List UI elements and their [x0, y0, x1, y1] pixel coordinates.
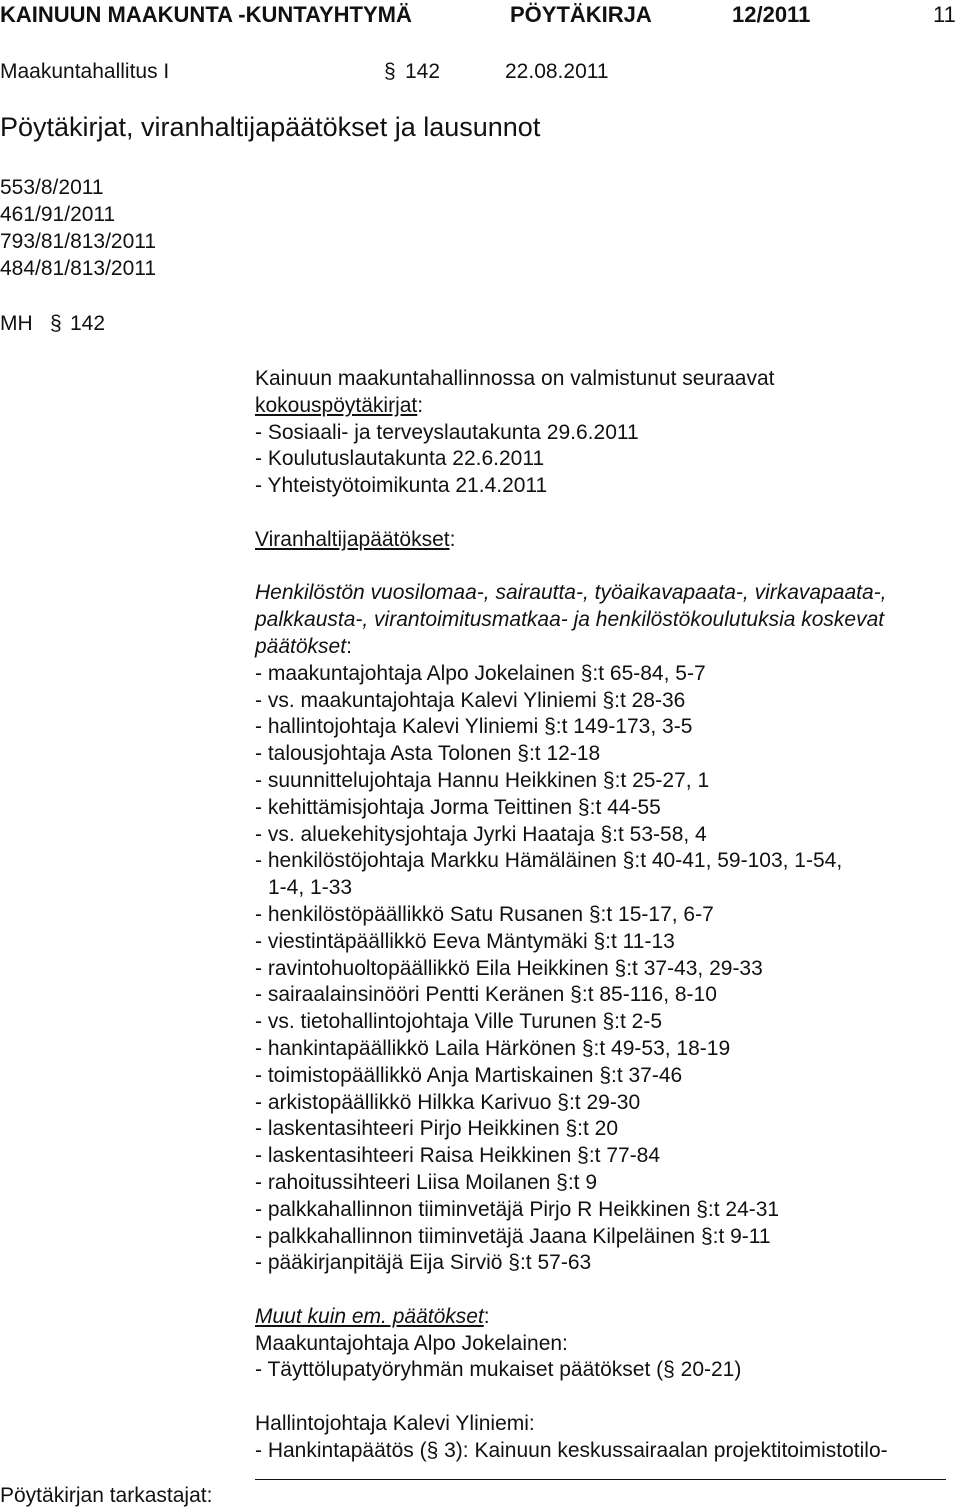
decision-item: - maakuntajohtaja Alpo Jokelainen §:t 65-84, 5-7 — [255, 661, 706, 685]
page-number: 11 — [933, 2, 956, 27]
document-number: 12/2011 — [732, 2, 811, 27]
decisions-heading: Viranhaltijapäätökset — [255, 527, 450, 551]
other-heading-line — [255, 1304, 955, 1331]
decision-item: - henkilöstöpäällikkö Satu Rusanen §:t 15-17, 6-7 — [255, 902, 714, 926]
decision-item: - kehittämisjohtaja Jorma Teittinen §:t 44-55 — [255, 795, 661, 819]
colon: : — [346, 634, 352, 658]
reference-number: 461/91/2011 — [0, 203, 116, 226]
colon: : — [449, 527, 456, 551]
decision-item: - vs. maakuntajohtaja Kalevi Yliniemi §:t 28-36 — [255, 688, 686, 712]
other-item: - Hankintapäätös (§ 3): Kainuun keskussairaalan projektitoimistotilo- — [255, 1438, 888, 1462]
colon: : — [417, 393, 424, 417]
section-title: Pöytäkirjat, viranhaltijapäätökset ja lausunnot — [0, 112, 541, 142]
other-person: Maakuntajohtaja Alpo Jokelainen: — [255, 1331, 568, 1355]
decision-item: - toimistopäällikkö Anja Martiskainen §:t 37-46 — [255, 1063, 683, 1087]
mh-number: 142 — [70, 312, 106, 335]
decision-item: - vs. tietohallintojohtaja Ville Turunen §:t 2-5 — [255, 1010, 663, 1034]
document-type: PÖYTÄKIRJA — [510, 2, 652, 27]
reference-number: 484/81/813/2011 — [0, 257, 157, 280]
decision-item: - laskentasihteeri Pirjo Heikkinen §:t 20 — [255, 1117, 619, 1141]
inspectors-label: Pöytäkirjan tarkastajat: — [0, 1484, 213, 1507]
decision-item: - hankintapäällikkö Laila Härkönen §:t 49-53, 18-19 — [255, 1036, 731, 1060]
minutes-item: - Koulutuslautakunta 22.6.2011 — [255, 447, 545, 471]
decision-item: - ravintohuoltopäällikkö Eila Heikkinen §:t 37-43, 29-33 — [255, 956, 763, 980]
decision-item: - viestintäpäällikkö Eeva Mäntymäki §:t 11-13 — [255, 929, 675, 953]
decision-item: - palkkahallinnon tiiminvetäjä Pirjo R Heikkinen §:t 24-31 — [255, 1197, 780, 1221]
organization-name: KAINUUN MAAKUNTA -KUNTAYHTYMÄ — [0, 2, 412, 27]
minutes-label: kokouspöytäkirjat — [255, 393, 418, 417]
decision-item: - talousjohtaja Asta Tolonen §:t 12-18 — [255, 742, 601, 766]
decision-item: - suunnittelujohtaja Hannu Heikkinen §:t 25-27, 1 — [255, 768, 710, 792]
minutes-item: - Sosiaali- ja terveyslautakunta 29.6.2011 — [255, 420, 639, 444]
decisions-intro-line: Henkilöstön vuosilomaa-, sairautta-, työaikavapaata-, virkavapaata-, — [255, 581, 887, 605]
decision-item: - vs. aluekehitysjohtaja Jyrki Haataja §:t 53-58, 4 — [255, 822, 707, 846]
mh-label: MH — [0, 312, 33, 335]
decision-item: - hallintojohtaja Kalevi Yliniemi §:t 149-173, 3-5 — [255, 715, 693, 739]
section-sign: § — [384, 60, 396, 83]
reference-number: 553/8/2011 — [0, 176, 104, 199]
decision-item: - rahoitussihteeri Liisa Moilanen §:t 9 — [255, 1170, 598, 1194]
governing-body: Maakuntahallitus I — [0, 60, 170, 83]
signature-divider — [255, 1479, 946, 1480]
minutes-label-line — [255, 393, 955, 420]
section-sign: § — [50, 312, 62, 335]
meeting-date: 22.08.2011 — [505, 60, 609, 83]
other-item: - Täyttölupatyöryhmän mukaiset päätökset (§ 20-21) — [255, 1358, 742, 1382]
decisions-intro-tail: päätökset — [255, 634, 347, 658]
decisions-intro-tail-line — [255, 634, 955, 661]
decision-item: - pääkirjanpitäjä Eija Sirviö §:t 57-63 — [255, 1251, 592, 1275]
decision-body — [255, 366, 955, 1465]
minutes-item: - Yhteistyötoimikunta 21.4.2011 — [255, 474, 548, 498]
section-number: 142 — [405, 60, 441, 83]
reference-number: 793/81/813/2011 — [0, 230, 157, 253]
other-person: Hallintojohtaja Kalevi Yliniemi: — [255, 1412, 535, 1436]
decisions-intro-line: palkkausta-, virantoimitusmatkaa- ja henkilöstökoulutuksia koskevat — [255, 608, 885, 632]
other-heading: Muut kuin em. päätökset — [255, 1304, 484, 1328]
decisions-heading-line — [255, 527, 955, 554]
decision-item-continuation: 1-4, 1-33 — [268, 876, 353, 900]
decision-item: - palkkahallinnon tiiminvetäjä Jaana Kilpeläinen §:t 9-11 — [255, 1224, 771, 1248]
decision-item: - laskentasihteeri Raisa Heikkinen §:t 77-84 — [255, 1144, 661, 1168]
decision-item: - henkilöstöjohtaja Markku Hämäläinen §:t 40-41, 59-103, 1-54, — [255, 849, 843, 873]
decision-item: - arkistopäällikkö Hilkka Karivuo §:t 29-30 — [255, 1090, 641, 1114]
decision-item: - sairaalainsinööri Pentti Keränen §:t 85-116, 8-10 — [255, 983, 717, 1007]
colon: : — [483, 1304, 490, 1328]
minutes-intro: Kainuun maakuntahallinnossa on valmistunut seuraavat — [255, 367, 775, 390]
